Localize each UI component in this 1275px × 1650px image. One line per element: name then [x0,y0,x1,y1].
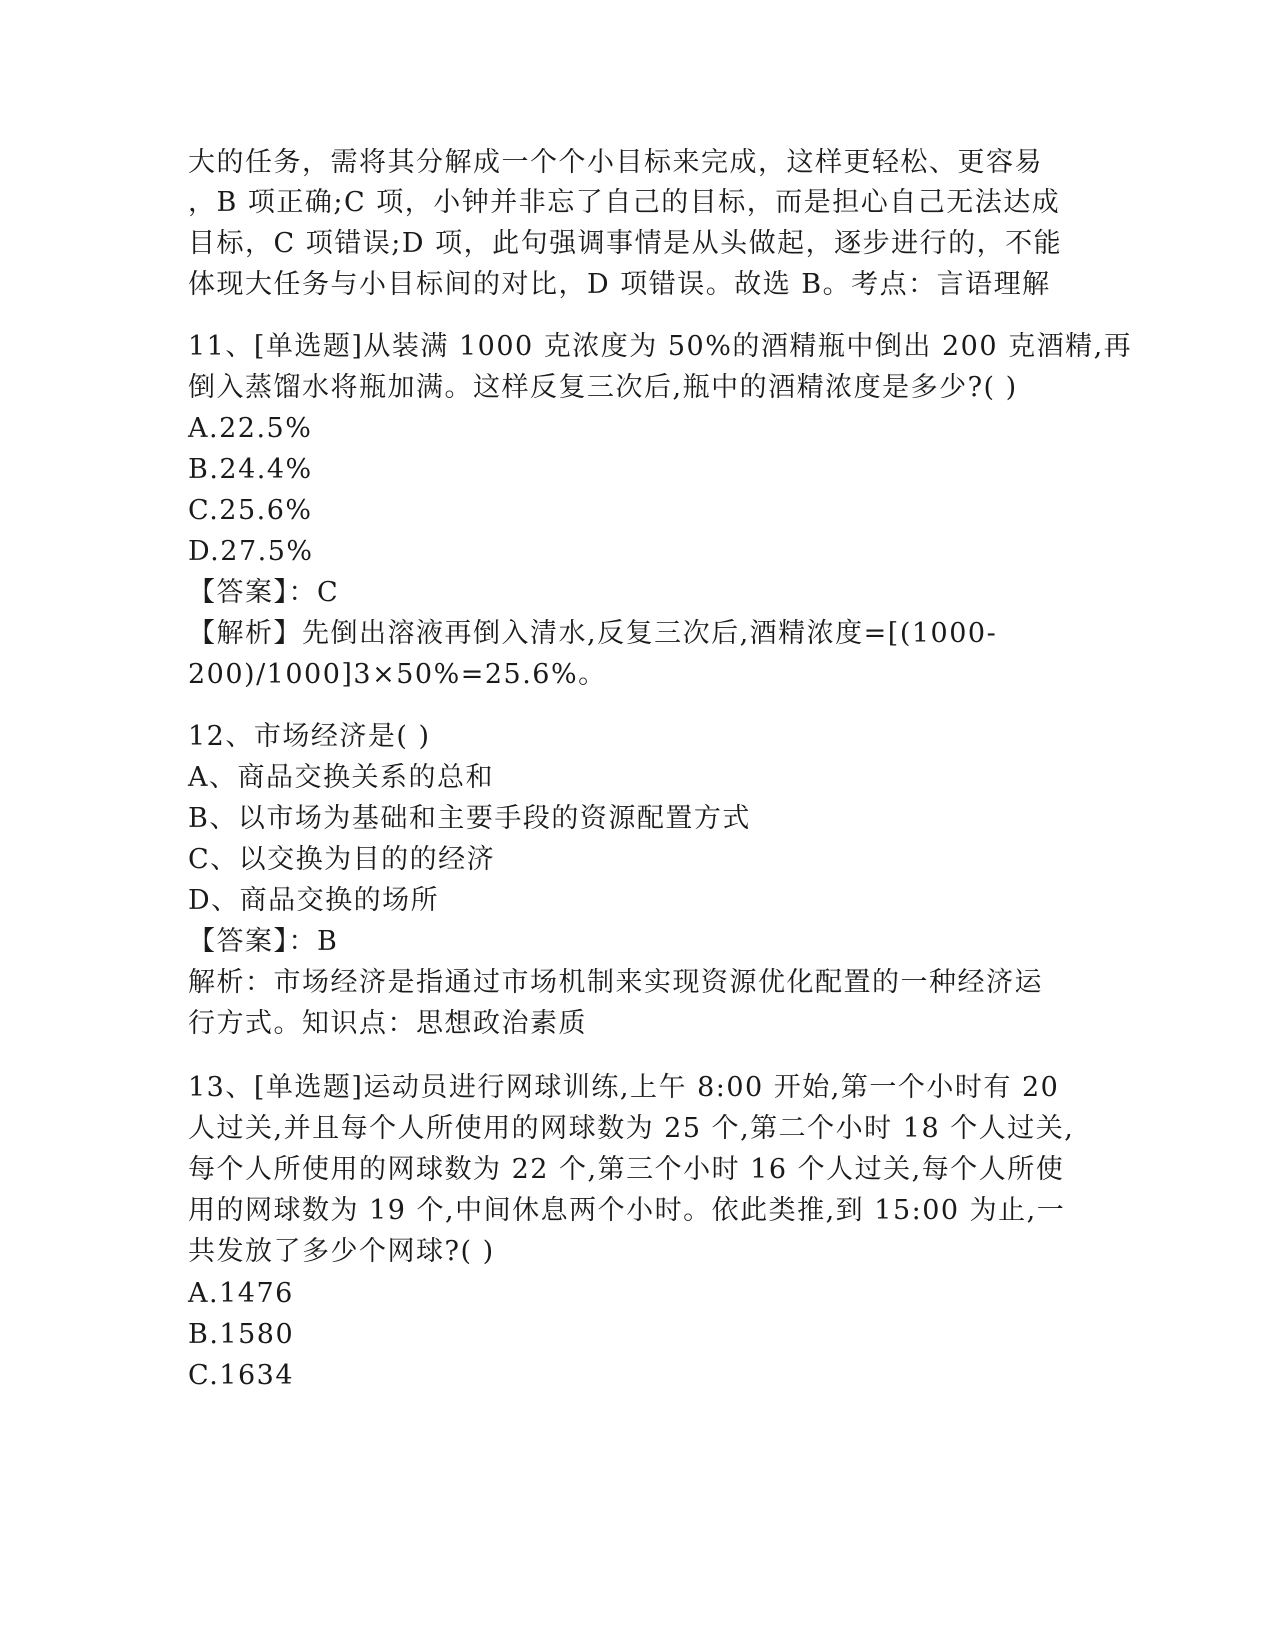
q12-option-c: C、以交换为目的的经济 [188,844,496,875]
q11-option-d: D.27.5% [188,536,314,567]
q13-option-c: C.1634 [188,1360,294,1391]
intro-line-2: ，B 项正确;C 项，小钟并非忘了自己的目标，而是担心自己无法达成 [188,187,1061,218]
q11-answer: 【答案】：C [188,577,340,608]
q11-analysis-line-2: 200)/1000]3×50%=25.6%。 [188,659,607,690]
q12-stem: 12、市场经济是( ) [188,721,431,752]
q12-analysis-line-2: 行方式。知识点：思想政治素质 [188,1008,587,1039]
q13-stem-line-1: 13、[单选题]运动员进行网球训练,上午 8:00 开始,第一个小时有 20 [188,1072,1060,1103]
q11-option-c: C.25.6% [188,495,313,526]
q13-option-a: A.1476 [188,1278,294,1309]
q12-option-d: D、商品交换的场所 [188,885,440,916]
intro-line-3: 目标，C 项错误;D 项，此句强调事情是从头做起，逐步进行的，不能 [188,228,1063,259]
q12-analysis-line-1: 解析：市场经济是指通过市场机制来实现资源优化配置的一种经济运 [188,967,1043,998]
q12-answer: 【答案】：B [188,926,339,957]
intro-line-1: 大的任务，需将其分解成一个个小目标来完成，这样更轻松、更容易 [188,147,1043,178]
q11-option-a: A.22.5% [188,413,313,444]
q13-stem-line-5: 共发放了多少个网球?( ) [188,1236,495,1267]
q11-stem-line-1: 11、[单选题]从装满 1000 克浓度为 50%的酒精瓶中倒出 200 克酒精,再 [188,331,1133,362]
q13-option-b: B.1580 [188,1319,295,1350]
q12-option-a: A、商品交换关系的总和 [188,762,494,793]
q13-stem-line-3: 每个人所使用的网球数为 22 个,第三个小时 16 个人过关,每个人所使 [188,1154,1065,1185]
q12-option-b: B、以市场为基础和主要手段的资源配置方式 [188,803,751,834]
q13-stem-line-4: 用的网球数为 19 个,中间休息两个小时。依此类推,到 15:00 为止,一 [188,1195,1066,1226]
intro-line-4: 体现大任务与小目标间的对比，D 项错误。故选 B。考点：言语理解 [188,269,1051,300]
q11-analysis-line-1: 【解析】先倒出溶液再倒入清水,反复三次后,酒精浓度=[(1000- [188,618,998,649]
q11-stem-line-2: 倒入蒸馏水将瓶加满。这样反复三次后,瓶中的酒精浓度是多少?( ) [188,372,1018,403]
q11-option-b: B.24.4% [188,454,313,485]
q13-stem-line-2: 人过关,并且每个人所使用的网球数为 25 个,第二个小时 18 个人过关, [188,1113,1075,1144]
